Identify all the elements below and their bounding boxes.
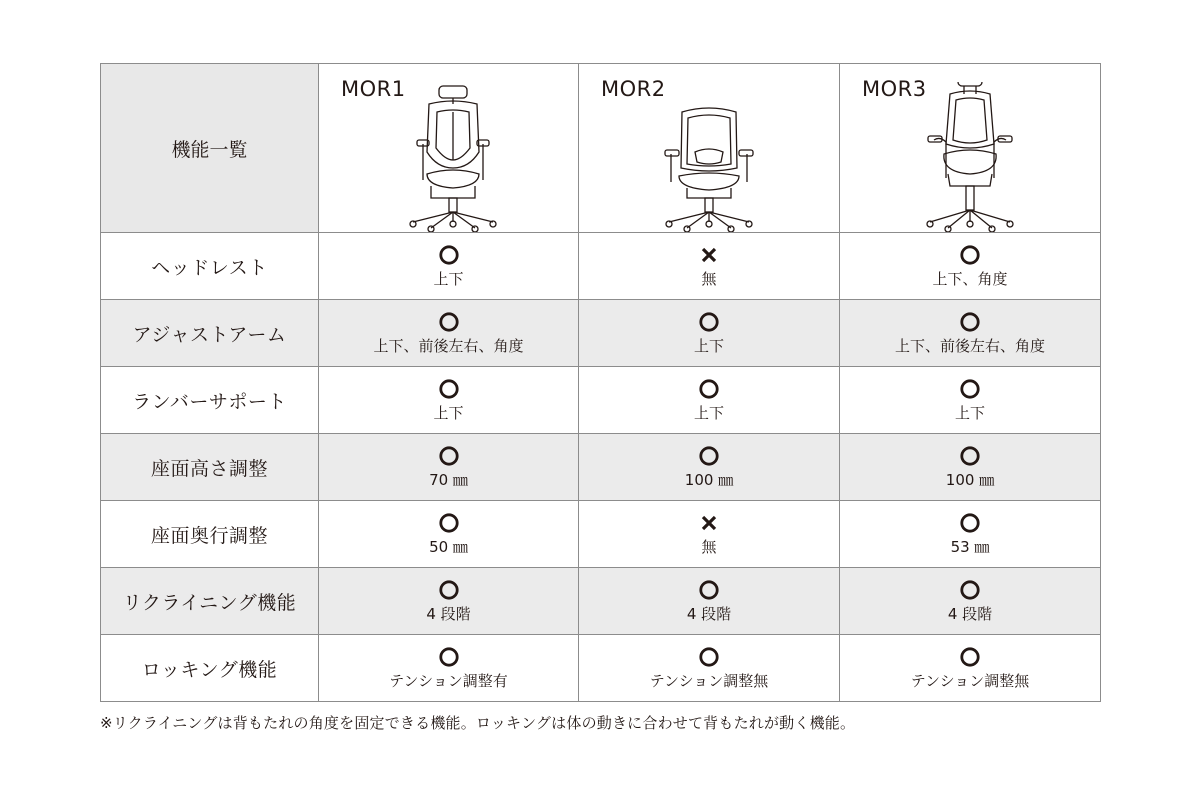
feature-cell — [319, 568, 579, 635]
feature-note: 上下 — [433, 404, 464, 422]
circle-icon — [698, 445, 720, 467]
table-row — [101, 233, 1101, 300]
feature-label: 座面高さ調整 — [101, 434, 319, 501]
feature-note: 100 ㎜ — [945, 471, 995, 489]
feature-note: 4 段階 — [947, 605, 993, 623]
feature-cell — [840, 501, 1101, 568]
cross-icon — [698, 512, 720, 534]
feature-label: ランバーサポート — [101, 367, 319, 434]
feature-note: 53 ㎜ — [950, 538, 990, 556]
model-column-mor1 — [319, 64, 579, 233]
feature-cell — [840, 300, 1101, 367]
circle-icon — [959, 311, 981, 333]
feature-note: 無 — [701, 538, 717, 556]
table-header-row — [101, 64, 1101, 233]
circle-icon — [698, 646, 720, 668]
feature-cell — [579, 233, 840, 300]
model-name: MOR3 — [862, 77, 927, 101]
feature-cell — [319, 501, 579, 568]
table-row — [101, 434, 1101, 501]
feature-note: 4 段階 — [426, 605, 471, 623]
feature-cell — [840, 568, 1101, 635]
table-row — [101, 635, 1101, 702]
model-name: MOR1 — [341, 77, 406, 101]
feature-note: 4 段階 — [686, 605, 732, 623]
circle-icon — [959, 445, 981, 467]
circle-icon — [698, 378, 720, 400]
feature-note: テンション調整有 — [389, 672, 508, 690]
feature-note: 上下 — [693, 404, 724, 422]
feature-cell — [840, 434, 1101, 501]
model-name: MOR2 — [601, 77, 666, 101]
feature-note: 70 ㎜ — [429, 471, 468, 489]
circle-icon — [438, 579, 460, 601]
feature-note: 上下 — [954, 404, 985, 422]
circle-icon — [438, 378, 460, 400]
feature-cell — [319, 367, 579, 434]
feature-note: テンション調整無 — [649, 672, 769, 690]
feature-cell — [579, 501, 840, 568]
feature-label: アジャストアーム — [101, 300, 319, 367]
table-row — [101, 367, 1101, 434]
feature-label: リクライニング機能 — [101, 568, 319, 635]
feature-cell — [319, 635, 579, 702]
feature-label: ヘッドレスト — [101, 233, 319, 300]
feature-note: 無 — [701, 270, 717, 288]
circle-icon — [959, 646, 981, 668]
office-chair-mor3-illustration — [840, 82, 1101, 232]
feature-note: テンション調整無 — [910, 672, 1030, 690]
feature-cell — [319, 233, 579, 300]
feature-label: ロッキング機能 — [101, 635, 319, 702]
model-column-mor3 — [840, 64, 1101, 233]
feature-cell — [579, 635, 840, 702]
model-column-mor2 — [579, 64, 840, 233]
table-row — [101, 300, 1101, 367]
office-chair-mor2-illustration — [579, 82, 840, 232]
feature-cell — [840, 635, 1101, 702]
feature-note: 50 ㎜ — [429, 538, 468, 556]
feature-cell — [840, 367, 1101, 434]
feature-note: 上下 — [693, 337, 724, 355]
circle-icon — [438, 244, 460, 266]
circle-icon — [959, 512, 981, 534]
feature-cell — [579, 434, 840, 501]
cross-icon — [698, 244, 720, 266]
circle-icon — [959, 244, 981, 266]
feature-cell — [579, 367, 840, 434]
circle-icon — [438, 512, 460, 534]
circle-icon — [959, 579, 981, 601]
feature-note: 上下、前後左右、角度 — [894, 337, 1045, 355]
feature-label: 座面奥行調整 — [101, 501, 319, 568]
feature-cell — [579, 300, 840, 367]
feature-comparison-table — [100, 63, 1101, 702]
circle-icon — [438, 646, 460, 668]
feature-note: 上下、前後左右、角度 — [373, 337, 524, 355]
footnote: ※リクライニングは背もたれの角度を固定できる機能。ロッキングは体の動きに合わせて背もたれが動く機能。 — [100, 714, 856, 732]
table-row — [101, 568, 1101, 635]
feature-cell — [319, 434, 579, 501]
circle-icon — [438, 311, 460, 333]
feature-note: 100 ㎜ — [684, 471, 734, 489]
table-row — [101, 501, 1101, 568]
circle-icon — [438, 445, 460, 467]
feature-note: 上下 — [433, 270, 464, 288]
feature-cell — [840, 233, 1101, 300]
circle-icon — [698, 311, 720, 333]
circle-icon — [959, 378, 981, 400]
feature-list-title: 機能一覧 — [101, 64, 319, 233]
feature-note: 上下、角度 — [932, 270, 1008, 288]
feature-cell — [319, 300, 579, 367]
feature-cell — [579, 568, 840, 635]
office-chair-mor1-illustration — [319, 82, 579, 232]
circle-icon — [698, 579, 720, 601]
